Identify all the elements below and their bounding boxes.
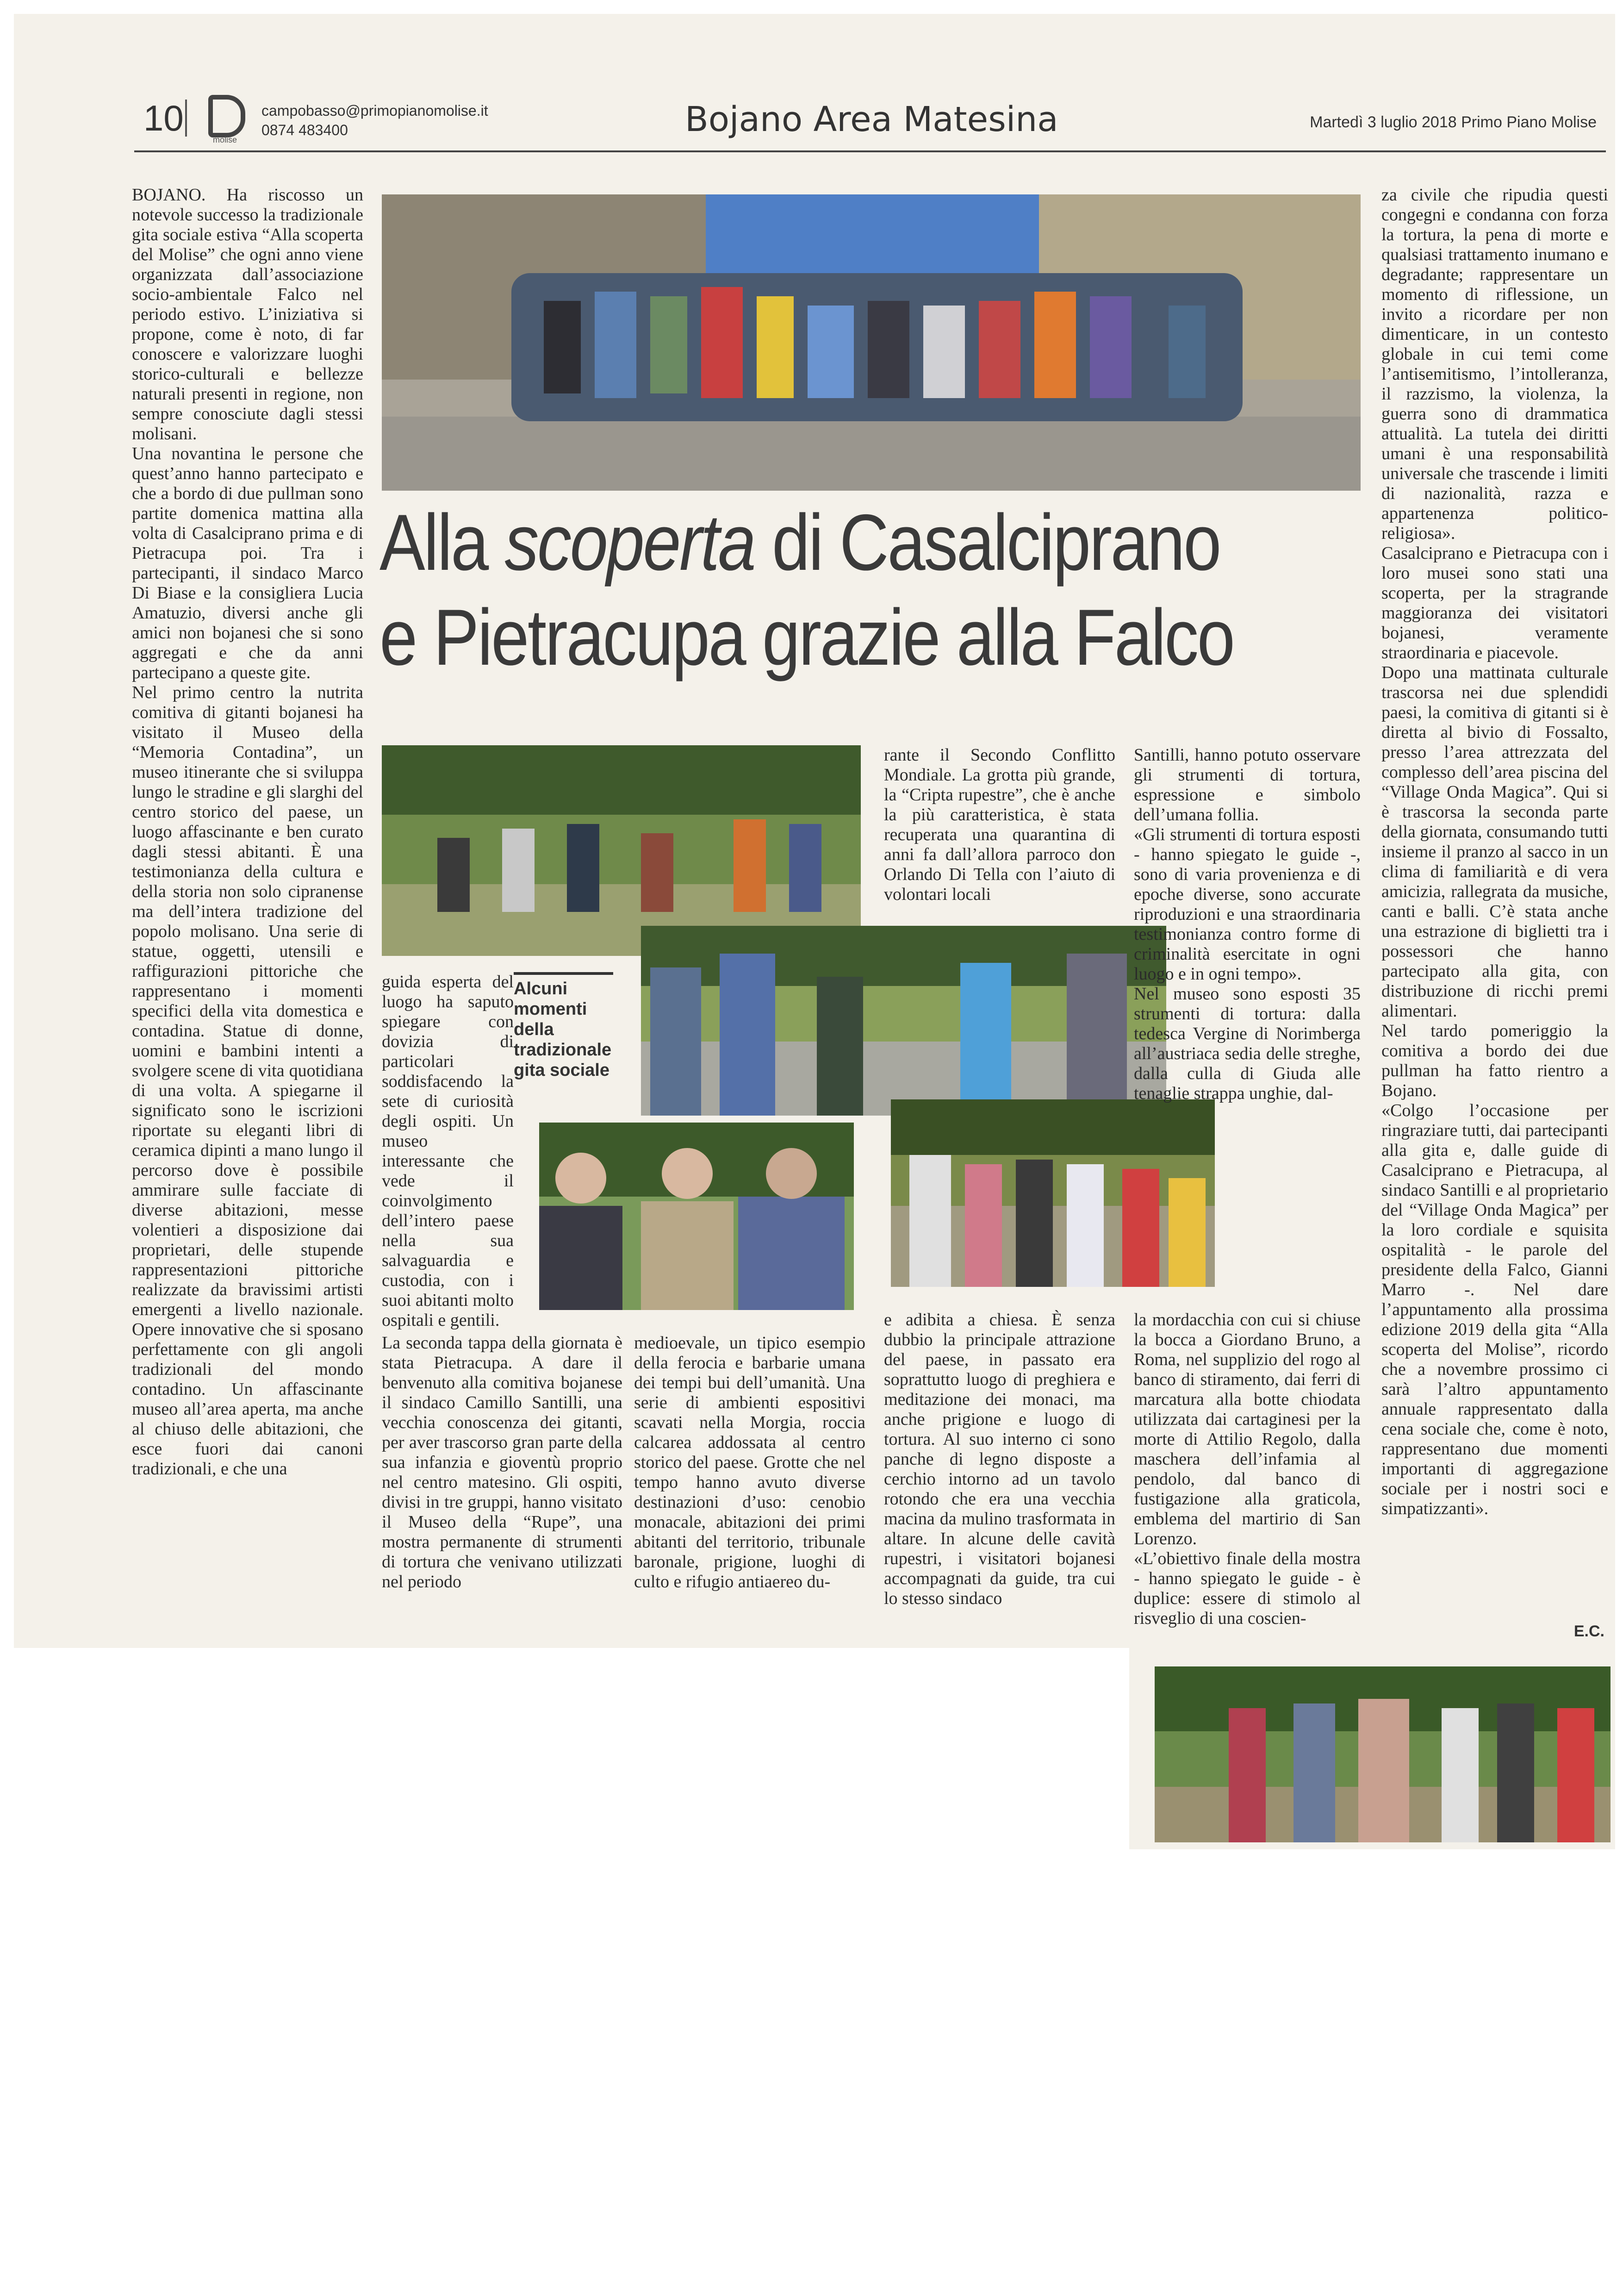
photo-caption: Alcuni momenti della tradizionale gita sociale	[514, 972, 613, 1080]
contact-email: campobasso@primopianomolise.it	[261, 102, 488, 119]
headline-part: Alla	[379, 498, 505, 587]
newspaper-logo-icon	[208, 95, 245, 137]
header-rule	[134, 150, 1606, 152]
paragraph: Nel museo sono esposti 35 strumenti di tortura: dalla tedesca Vergine di Norimberga all’austriaca sedia delle streghe, dalla culla di Giuda alle tenaglie strappa unghie, dal-	[1134, 984, 1361, 1103]
article-column-5-lower	[1134, 1310, 1361, 1628]
article-column-3	[634, 1333, 865, 1592]
paragraph: Nel tardo pomeriggio la comitiva a bordo dei due pullman ha fatto rientro a Bojano.	[1381, 1021, 1608, 1100]
article-headline	[379, 495, 1234, 685]
paragraph: za civile che ripudia questi congegni e condanna con forza la tortura, la pena di morte e qualsiasi trattamento inumano e degradante; rappresentare un momento di riflessione, un invito a ricordare per non dimenticare, in un contesto globale in cui temi come l’antisemitismo, l’intolleranza, il razzismo, la violenza, la guerra sono di drammatica attualità. La tutela dei diritti umani è una responsabilità universale che trascende i limiti di nazionalità, razza e appartenenza politico-religiosa».	[1381, 185, 1608, 543]
group-photo	[382, 194, 1361, 491]
contact-phone: 0874 483400	[261, 122, 348, 138]
paragraph: Santilli, hanno potuto osservare gli strumenti di tortura, espressione e simbolo dell’umana follia.	[1134, 745, 1361, 824]
page-number: 10	[143, 98, 184, 138]
paragraph: La seconda tappa della giornata è stata Pietracupa. A dare il benvenuto alla comitiva bojanese il sindaco Camillo Santilli, una vecchia conoscenza dei gitanti, per aver trascorso gran parte della sua infanzia e gioventù proprio nel centro matesino. Gli ospiti, divisi in tre gruppi, hanno visitato il Museo della “Rupe”, una mostra permanente di strumenti di tortura che venivano utilizzati nel periodo	[382, 1333, 622, 1591]
article-column-2-lower	[382, 1333, 622, 1592]
logo-subtitle: molise	[213, 135, 237, 144]
paragraph: Una novantina le persone che quest’anno hanno partecipato e che a bordo di due pullman sono partite domenica mattina alla volta di Casalciprano prima e di Pietracupa poi. Tra i partecipanti, il sindaco Marco Di Biase e la consigliera Lucia Amatuzio, diversi anche gli amici non bojanesi che si sono aggregati e che da anni partecipano a queste gite.	[132, 444, 363, 682]
paragraph: e adibita a chiesa. È senza dubbio la principale attrazione del paese, in passato era soprattutto luogo di preghiera e meditazione dei monaci, ma anche prigione e luogo di tortura. Al suo interno ci sono panche di legno disposte a cerchio intorno ad un tavolo rotondo che era una vecchia macina da mulino trasformata in altare. In alcune delle cavità rupestri, i visitatori bojanesi accompagnati da guide, tra cui lo stesso sindaco	[884, 1310, 1115, 1608]
headline-line-2: e Pietracupa grazie alla Falco	[379, 593, 1234, 682]
article-column-4-upper	[884, 745, 1115, 905]
paragraph: «Colgo l’occasione per ringraziare tutti, dai partecipanti alla gita e, dalle guide di Casalciprano e Pietracupa, al sindaco Santilli e al proprietario del “Village Onda Magica” per la loro cordiale e squisita ospitalità - le parole del presidente della Falco, Gianni Marro -. Nel dare l’appuntamento alla prossima edizione 2019 della gita “Alla scoperta del Molise”, ricordo che a novembre prossimo ci sarà l’altro appuntamento annuale rappresentato dalla cena sociale che, come è noto, rappresentano due momenti importanti di aggregazione sociale per i nostri soci e simpatizzanti».	[1381, 1101, 1608, 1518]
paragraph: Dopo una mattinata culturale trascorsa nei due splendidi paesi, la comitiva di gitanti si è diretta al bivio di Fossalto, presso l’area attrezzata del complesso dell’area piscina del “Village Onda Magica”. Qui si è trascorsa la seconda parte della giornata, consumando tutti insieme il pranzo al sacco in un clima di familiarità e di vera amicizia, rallegrata da musiche, canti e balli. C’è stata anche una estrazione di biglietti tra i possessori che hanno partecipato alla gita, con distribuzione di ricchi premi alimentari.	[1381, 663, 1608, 1021]
paragraph: rante il Secondo Conflitto Mondiale. La grotta più grande, la “Cripta rupestre”, che è anche la più caratteristica, è stata recuperata una quarantina di anni fa dall’allora parroco don Orlando Di Tella con l’aiuto di volontari locali	[884, 745, 1115, 904]
women-group-photo	[891, 1099, 1215, 1287]
picnic-photo	[382, 745, 861, 956]
article-column-5-upper	[1134, 745, 1361, 1104]
author-signature: E.C.	[1573, 1622, 1604, 1640]
article-column-2	[382, 972, 514, 1330]
page-header	[134, 93, 1611, 153]
paragraph: «L’obiettivo finale della mostra - hanno spiegato le guide - è duplice: essere di stimolo al risveglio di una coscien-	[1134, 1549, 1361, 1628]
header-divider	[185, 100, 187, 137]
paragraph: «Gli strumenti di tortura esposti - hanno spiegato le guide -, sono di varia provenienza e di epoche diverse, sono accurate riproduzioni e una straordinaria testimonianza contro forme di criminalità esercitate in ogni luogo e in ogni tempo».	[1134, 825, 1361, 984]
elderly-men-photo	[539, 1123, 854, 1310]
contact-info	[261, 101, 488, 140]
paragraph: BOJANO. Ha riscosso un notevole successo la tradizionale gita sociale estiva “Alla scoperta del Molise” che ogni anno viene organizzata dall’associazione socio-ambientale Falco nel periodo estivo. L’iniziativa si propone, come è noto, di far conoscere e valorizzare luoghi storico-culturali e bellezze naturali presenti in regione, non sempre conosciute dagli stessi molisani.	[132, 185, 363, 443]
date-line: Martedì 3 luglio 2018 Primo Piano Molise	[1310, 113, 1597, 131]
article-column-6	[1381, 185, 1608, 1519]
headline-part: di Casalciprano	[754, 498, 1220, 587]
dancing-photo	[1155, 1666, 1611, 1842]
paragraph: Casalciprano e Pietracupa con i loro musei sono stati una scoperta, per la stragrande maggioranza dei visitatori bojanesi, veramente straordinaria e piacevole.	[1381, 543, 1608, 662]
paragraph: medioevale, un tipico esempio della ferocia e barbarie umana dei tempi bui dell’umanità. Una serie di ambienti espositivi scavati nella Morgia, roccia calcarea addossata al centro storico del paese. Grotte che nel tempo hanno avuto diverse destinazioni d’uso: cenobio monacale, abitazioni dei primi abitanti del territorio, tribunale baronale, prigione, luoghi di culto e rifugio antiaereo du-	[634, 1333, 865, 1591]
paragraph: guida esperta del luogo ha saputo spiegare con dovizia di particolari soddisfacendo la sete di curiosità degli ospiti. Un museo interessante che vede il coinvolgimento dell’intero paese nella sua salvaguardia e custodia, con i suoi abitanti molto ospitali e gentili.	[382, 972, 514, 1330]
paragraph: Nel primo centro la nutrita comitiva di gitanti bojanesi ha visitato il Museo della “Memoria Contadina”, un museo itinerante che si sviluppa lungo le stradine e gli slarghi del centro storico del paese, un luogo affascinante e ben curato dagli stessi abitanti. È una testimonianza della cultura e della storia non solo cipranense ma dell’intera tradizione del popolo molisano. Una serie di statue, oggetti, utensili e raffigurazioni pittoriche che rappresentano i momenti specifici della vita domestica e contadina. Statue di donne, uomini e bambini intenti a svolgere scene di vita quotidiana di una volta. A spiegarne il significato sono le iscrizioni riportate su eleganti libri di ceramica dipinti a mano lungo il percorso dove è possibile ammirare sulle facciate di diverse abitazioni, messe volentieri a disposizione dai proprietari, delle stupende rappresentazioni pittoriche realizzate da bravissimi artisti emergenti a livello nazionale. Opere innovative che si sposano perfettamente con gli angoli tradizionali del mondo contadino. Un affascinante museo all’area aperta, ma anche al chiuso delle abitazioni, che esce fuori dai canoni tradizionali, e che una	[132, 683, 363, 1479]
article-column-1	[132, 185, 363, 1479]
mayor-group-photo	[641, 926, 1166, 1116]
paragraph: la mordacchia con cui si chiuse la bocca a Giordano Bruno, a Roma, nel supplizio del rogo al banco di stiramento, dai ferri di marcatura alla botte chiodata utilizzata dai cartaginesi per la morte di Attilio Regolo, dalla maschera dell’infamia al pendolo, dal banco di fustigazione alla graticola, emblema del martirio di San Lorenzo.	[1134, 1310, 1361, 1548]
section-title: Bojano Area Matesina	[685, 100, 1058, 139]
article-column-4-lower	[884, 1310, 1115, 1609]
headline-italic: scoperta	[504, 498, 755, 587]
